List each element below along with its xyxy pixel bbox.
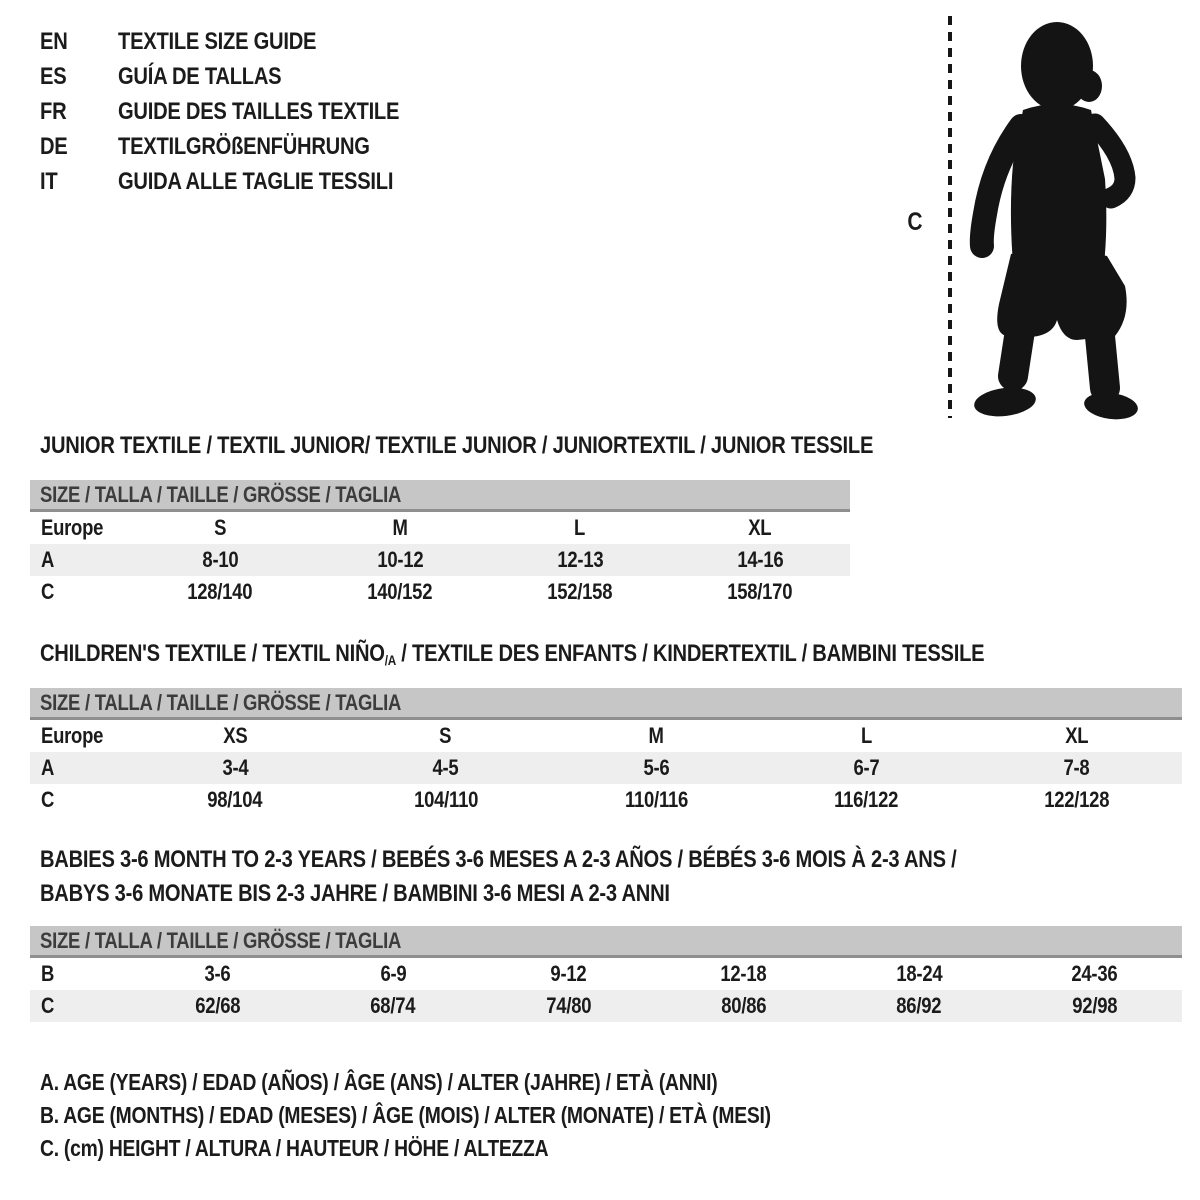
- language-title: GUIDE DES TAILLES TEXTILE: [118, 97, 400, 125]
- table-row: [30, 784, 1182, 816]
- age-cell: 3-6: [204, 961, 231, 986]
- height-cell: 116/122: [834, 787, 899, 812]
- table-row: [30, 990, 1182, 1022]
- age-cell: 18-24: [895, 961, 942, 986]
- size-cell: XL: [1065, 723, 1089, 748]
- junior-size-table: [30, 480, 850, 608]
- babies-title-line1: BABIES 3-6 MONTH TO 2-3 YEARS / BEBÉS 3-6 MESES A 2-3 AÑOS / BÉBÉS 3-6 MOIS À 2-3 ANS /: [40, 846, 957, 873]
- language-row: [40, 164, 453, 199]
- language-code: EN: [40, 27, 68, 55]
- language-title: GUIDA ALLE TAGLIE TESSILI: [118, 167, 394, 195]
- table-row: [30, 576, 850, 608]
- table-row: [30, 720, 1182, 752]
- size-cell: L: [574, 515, 586, 540]
- age-cell: 3-4: [222, 755, 249, 780]
- language-code: DE: [40, 132, 68, 160]
- age-cell: 10-12: [376, 547, 424, 572]
- height-cell: 62/68: [195, 993, 241, 1018]
- language-row: [40, 59, 453, 94]
- toddler-silhouette-icon: [965, 14, 1140, 420]
- row-label: C: [41, 579, 55, 604]
- legend-line-c: C. (cm) HEIGHT / ALTURA / HAUTEUR / HÖHE / ALTEZZA: [40, 1135, 549, 1161]
- age-cell: 6-7: [853, 755, 880, 780]
- language-row: [40, 129, 453, 164]
- row-label: A: [41, 547, 55, 572]
- language-code: ES: [40, 62, 67, 90]
- language-row: [40, 24, 453, 59]
- size-header-label: SIZE / TALLA / TAILLE / GRÖSSE / TAGLIA: [40, 481, 402, 507]
- legend-line-a: A. AGE (YEARS) / EDAD (AÑOS) / ÂGE (ANS) / ALTER (JAHRE) / ETÀ (ANNI): [40, 1069, 718, 1095]
- row-label: C: [41, 993, 55, 1018]
- size-header-label: SIZE / TALLA / TAILLE / GRÖSSE / TAGLIA: [40, 927, 402, 953]
- babies-section-title: [40, 846, 1131, 907]
- babies-title-line2: BABYS 3-6 MONATE BIS 2-3 JAHRE / BAMBINI 3-6 MESI A 2-3 ANNI: [40, 880, 670, 907]
- height-cell: 80/86: [721, 993, 767, 1018]
- size-header-band: [30, 688, 1182, 720]
- language-code: IT: [40, 167, 58, 195]
- nino-a-subscript: /A: [384, 652, 396, 668]
- height-cell: 74/80: [545, 993, 591, 1018]
- size-cell: M: [648, 723, 664, 748]
- height-cell: 158/170: [727, 579, 793, 604]
- height-cell: 128/140: [187, 579, 253, 604]
- height-cell: 122/128: [1044, 787, 1110, 812]
- age-cell: 7-8: [1063, 755, 1090, 780]
- table-row: [30, 958, 1182, 990]
- size-header-label: SIZE / TALLA / TAILLE / GRÖSSE / TAGLIA: [40, 689, 402, 715]
- size-cell: XS: [223, 723, 248, 748]
- children-size-table: [30, 688, 1182, 816]
- size-header-band: [30, 926, 1182, 958]
- age-cell: 24-36: [1071, 961, 1118, 986]
- age-cell: 9-12: [550, 961, 587, 986]
- measurement-legend: [40, 1066, 910, 1165]
- age-cell: 4-5: [432, 755, 459, 780]
- babies-size-table: [30, 926, 1182, 1022]
- language-title: GUÍA DE TALLAS: [118, 62, 282, 90]
- height-cell: 110/116: [624, 787, 688, 812]
- height-measure-dashed-line: [948, 16, 952, 418]
- height-cell: 86/92: [896, 993, 942, 1018]
- age-cell: 12-13: [556, 547, 604, 572]
- height-cell: 68/74: [370, 993, 416, 1018]
- legend-line-b: B. AGE (MONTHS) / EDAD (MESES) / ÂGE (MOIS) / ALTER (MONATE) / ETÀ (MESI): [40, 1102, 771, 1128]
- height-cell: 104/110: [413, 787, 478, 812]
- size-cell: S: [439, 723, 452, 748]
- row-label: Europe: [41, 723, 104, 748]
- size-header-band: [30, 480, 850, 512]
- age-cell: 12-18: [720, 961, 767, 986]
- table-row: [30, 752, 1182, 784]
- table-row: [30, 512, 850, 544]
- size-cell: L: [860, 723, 872, 748]
- age-cell: 5-6: [643, 755, 669, 780]
- language-code: FR: [40, 97, 67, 125]
- height-cell: 92/98: [1071, 993, 1117, 1018]
- language-row: [40, 94, 453, 129]
- row-label: Europe: [41, 515, 104, 540]
- junior-section-title: JUNIOR TEXTILE / TEXTIL JUNIOR/ TEXTILE JUNIOR / JUNIORTEXTIL / JUNIOR TESSILE: [40, 432, 874, 459]
- table-row: [30, 544, 850, 576]
- language-title: TEXTILE SIZE GUIDE: [118, 27, 317, 55]
- height-cell: 140/152: [367, 579, 433, 604]
- height-cell: 152/158: [547, 579, 613, 604]
- size-cell: S: [213, 515, 227, 540]
- height-measure-label-c: C: [907, 208, 923, 236]
- age-cell: 8-10: [202, 547, 238, 572]
- row-label: B: [41, 961, 55, 986]
- age-cell: 6-9: [380, 961, 406, 986]
- language-title: TEXTILGRÖßENFÜHRUNG: [118, 132, 370, 160]
- size-cell: M: [392, 515, 408, 540]
- children-section-title: CHILDREN'S TEXTILE / TEXTIL $NIÑO_{/A}$ / TEXTILE DES ENFANTS / KINDERTEXTIL / BAMBINI TESSILE: [40, 640, 985, 668]
- age-cell: 14-16: [736, 547, 784, 572]
- height-cell: 98/104: [207, 787, 263, 812]
- row-label: C: [41, 787, 55, 812]
- size-cell: XL: [748, 515, 772, 540]
- row-label: A: [41, 755, 55, 780]
- language-title-list: [40, 24, 453, 199]
